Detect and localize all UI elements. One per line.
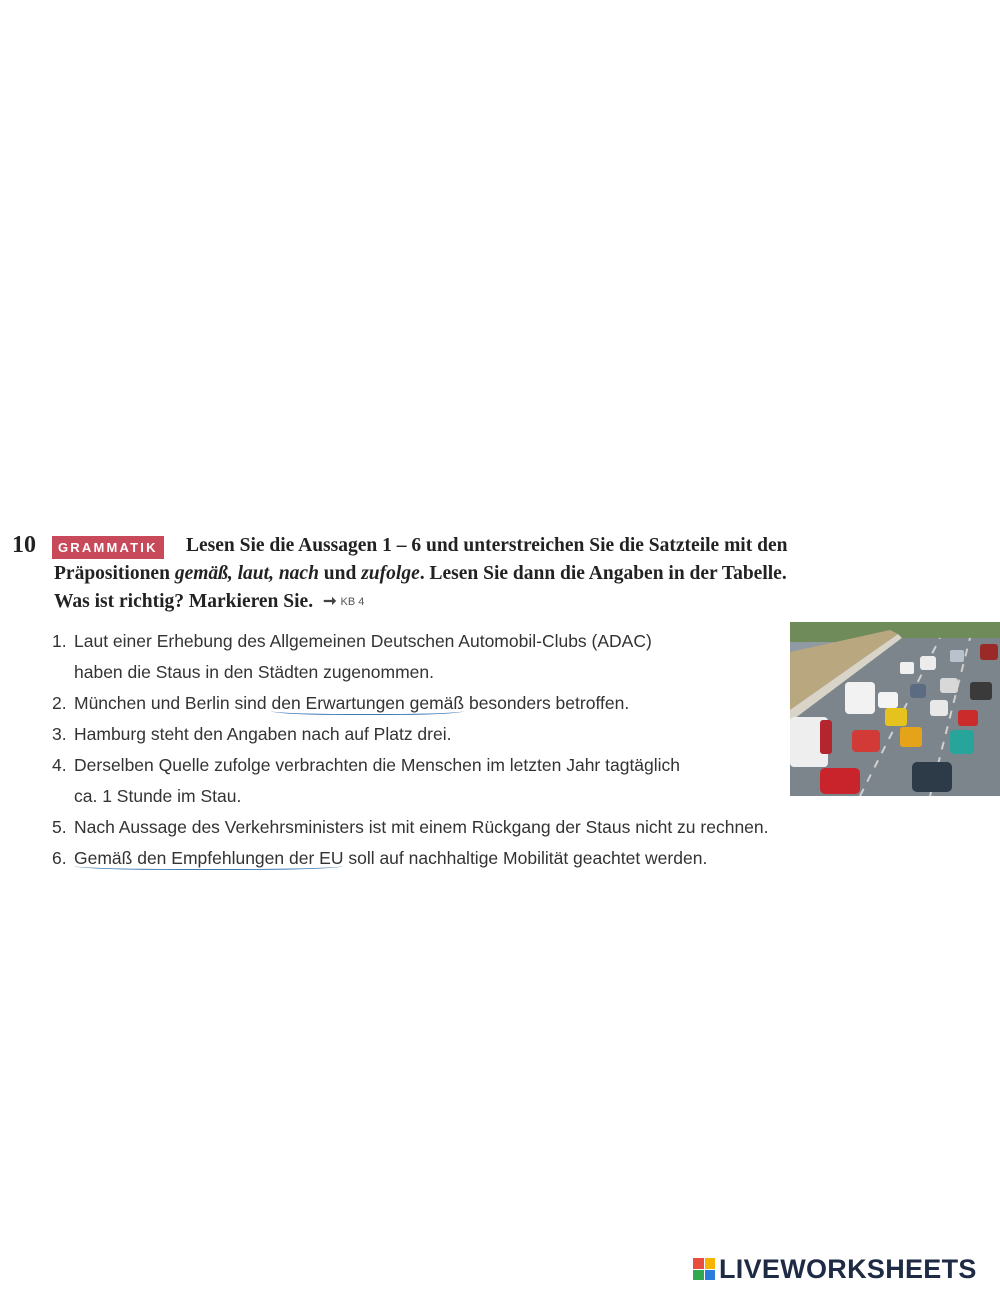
arrow-right-icon: ➞ (323, 593, 337, 610)
list-item[interactable]: 3. Hamburg steht den Angaben nach auf Platz drei. (52, 724, 452, 744)
logo-icon (693, 1258, 715, 1280)
instruction-line-2: Präpositionen gemäß, laut, nach und zufolge. Lesen Sie dann die Angaben in der Tabelle. (54, 563, 787, 584)
list-item[interactable]: 6. Gemäß den Empfehlungen der EU soll auf nachhaltige Mobilität geachtet werden. (52, 848, 708, 868)
traffic-jam-photo (790, 622, 1000, 796)
list-item[interactable]: 2. München und Berlin sind den Erwartungen gemäß besonders betroffen. (52, 693, 630, 713)
list-item[interactable]: 5. Nach Aussage des Verkehrsministers ist mit einem Rückgang der Staus nicht zu rechnen. (52, 817, 769, 837)
underlined-phrase: Gemäß den Empfehlungen der EU (74, 848, 344, 868)
instruction (54, 532, 954, 616)
zufolge-italic: zufolge (361, 563, 420, 584)
liveworksheets-logo (693, 1252, 977, 1286)
grammatik-tag: GRAMMATIK (52, 536, 164, 559)
instruction-line-1: Lesen Sie die Aussagen 1 – 6 und unterstreichen Sie die Satzteile mit den (186, 535, 788, 556)
exercise-number: 10 (12, 532, 36, 558)
instruction-line-3: Was ist richtig? Markieren Sie. ➞ KB 4 (54, 591, 365, 612)
list-item[interactable]: 1. Laut einer Erhebung des Allgemeinen Deutschen Automobil-Clubs (ADAC) haben die Staus in den Städten zugenommen. (52, 631, 652, 682)
underlined-phrase: den Erwartungen gemäß (271, 693, 465, 713)
kb-reference (323, 593, 365, 610)
prepositions-italic: gemäß, laut, nach (174, 563, 319, 584)
list-item[interactable]: 4. Derselben Quelle zufolge verbrachten die Menschen im letzten Jahr tagtäglich ca. 1 Stunde im Stau. (52, 755, 681, 806)
traffic-jam-illustration (790, 622, 1000, 796)
logo-text: LIVEWORKSHEETS (719, 1253, 977, 1284)
statement-list (52, 626, 852, 874)
kb-label: KB 4 (340, 596, 365, 608)
